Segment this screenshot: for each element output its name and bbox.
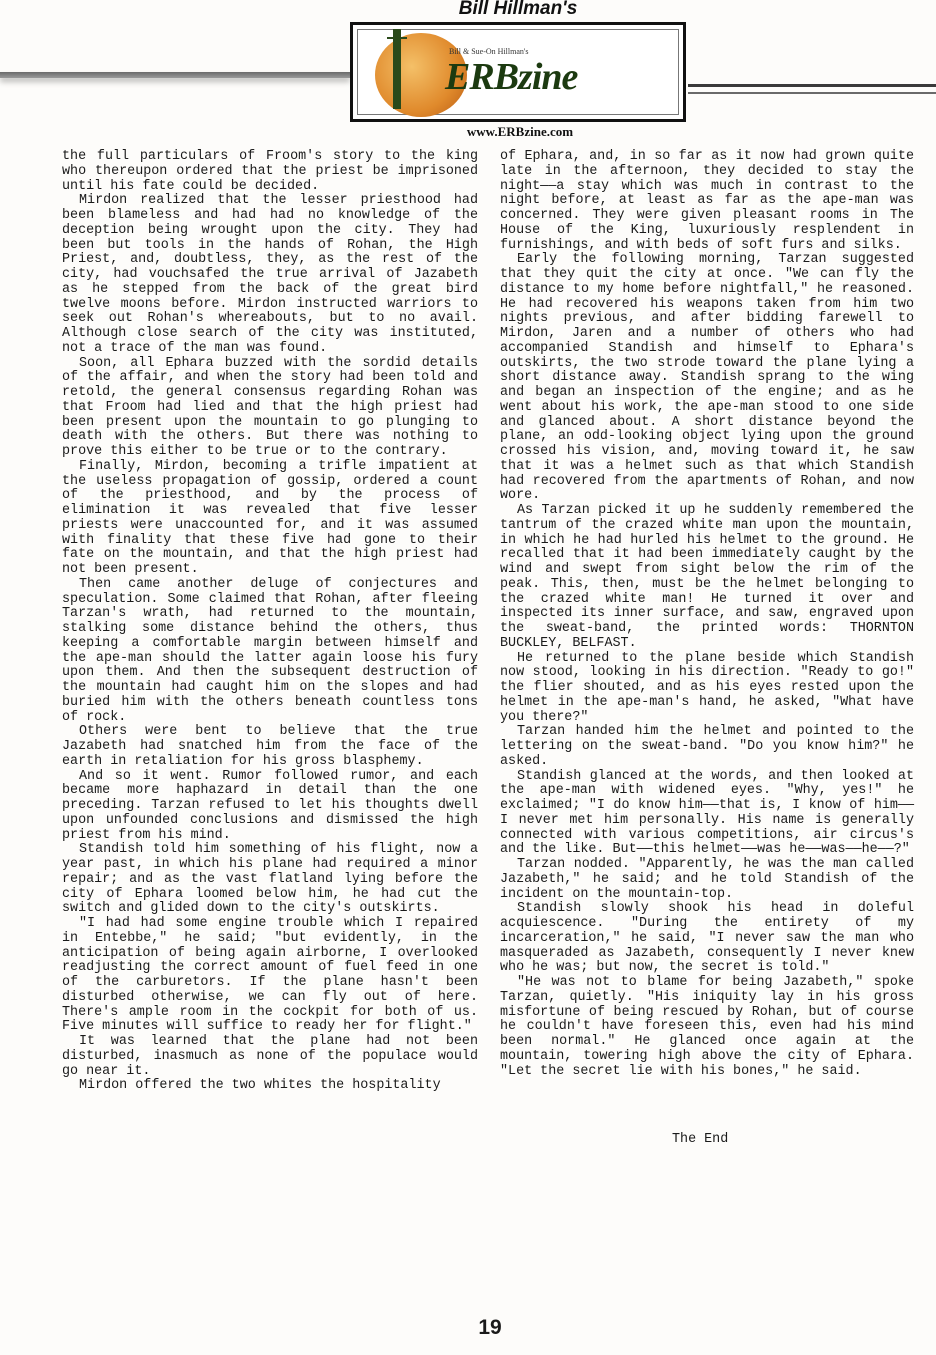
paragraph: Finally, Mirdon, becoming a trifle impatient at the useless propagation of gossip, ordered a count of the priesthood, and by the process of elimination it was revealed that five lesser priests were unaccounted for, and it was assumed with finality that these five had gone to their fate on the mountain, and that the high priest had not been present. (62, 458, 478, 577)
paragraph: As Tarzan picked it up he suddenly remembered the tantrum of the crazed white man upon the mountain, in which he had hurled his helmet to the ground. He recalled that it had been immediately caught by the wind and swept from sight below the rim of the peak. This, then, must be the helmet belonging to the crazed white man! He turned it over and inspected its inner surface, and saw, engraved upon the sweat-band, the printed words: THORNTON BUCKLEY, BELFAST. (500, 503, 914, 651)
the-end-label: The End (672, 1132, 729, 1147)
right-text-column (500, 150, 914, 1079)
site-url-link[interactable]: www.ERBzine.com (466, 124, 574, 139)
paragraph: He returned to the plane beside which Standish now stood, looking in his direction. "Ready to go!" the flier shouted, and as his eyes rested upon the helmet in the ape-man's hand, he asked, "What have you there?" (500, 650, 914, 725)
header-rule-left (0, 72, 350, 78)
paragraph: "I had had some engine trouble which I repaired in Entebbe," he said; "but evidently, in the anticipation of being again airborne, I overlooked readjusting the correct amount of fuel feed in one of the carburetors. If the plane hasn't been disturbed otherwise, we can fly out of here. There's ample room in the cockpit for both of us. Five minutes will suffice to ready her for flight." (62, 916, 478, 1035)
paragraph: "He was not to blame for being Jazabeth," spoke Tarzan, quietly. "His iniquity lay in his gross misfortune of being rescued by Rohan, but of course he couldn't have foreseen this, even had his mind been normal." He glanced once again at the mountain, towering high above the city of Ephara. "Let the secret lie with his bones," he said. (500, 975, 914, 1079)
paragraph: Tarzan nodded. "Apparently, he was the man called Jazabeth," he said; and he told Standish of the incident on the mountain-top. (500, 857, 914, 902)
paragraph: Standish told him something of his flight, now a year past, in which his plane had required a minor repair; and as the vast flatland lying before the city of Ephara loomed below him, he had cut the switch and glided down to the city's outskirts. (62, 842, 478, 917)
header-rule-right-secondary (688, 92, 936, 94)
paragraph: It was learned that the plane had not been disturbed, inasmuch as none of the populace would go near it. (62, 1034, 478, 1079)
paragraph: Mirdon offered the two whites the hospitality (79, 1078, 441, 1094)
paragraph: Tarzan handed him the helmet and pointed to the lettering on the sweat-band. "Do you know him?" he asked. (500, 724, 914, 769)
paragraph: Others were bent to believe that the true Jazabeth had snatched him from the face of the earth in retaliation for his gross blasphemy. (62, 724, 478, 769)
paragraph: of Ephara, and, in so far as it now had grown quite late in the afternoon, they decided to stay the night——a stay which was much in contrast to the night before, at least as far as the ape-man was concerned. They were given pleasant rooms in The House of the King, luxuriously resplendent in furnishings, and with beds of soft furs and silks. (500, 149, 914, 253)
logo-subtitle: Bill & Sue-On Hillman's (449, 47, 529, 56)
site-owner-label: Bill Hillman's (458, 0, 578, 19)
paragraph: Then came another deluge of conjectures and speculation. Some claimed that Rohan, after fleeing Tarzan's wrath, had returned to the mountain, stalking some distance behind the others, thus keeping a comfortable margin between himself and the ape-man should the latter again loose his fury upon them. And then the subsequent destruction of the mountain had caught him on the slopes and had buried him with the others beneath countless tons of rock. (62, 576, 478, 725)
paragraph: Soon, all Ephara buzzed with the sordid details of the affair, and when the story had been told and retold, the general consensus regarding Rohan was that Froom had lied and that the high priest had been present upon the mountain to go plunging to death with the others. But there was nothing to prove this either to be true or to the contrary. (62, 355, 478, 459)
logo-title: ERBzine (445, 56, 578, 98)
header-rule-right (688, 84, 936, 87)
paragraph: Mirdon realized that the lesser priesthood had been blameless and had had no knowledge of the deception being wrought upon the city. They had been but tools in the hands of Rohan, the High Priest, and, doubtless, they, as the rest of the city, had vouchsafed the true arrival of Jazabeth as he stepped from the back of the great bird twelve moons before. Mirdon instructed warriors to seek out Rohan's whereabouts, but to no avail. Although close search of the city was instituted, not a trace of the man was found. (62, 193, 478, 356)
tower-crossbar-icon (387, 37, 407, 39)
erbzine-logo[interactable] (350, 22, 686, 122)
left-text-column (62, 150, 478, 1094)
paragraph: the full particulars of Froom's story to the king who thereupon ordered that the priest be imprisoned until his fate could be decided. (62, 149, 478, 194)
paragraph: Early the following morning, Tarzan suggested that they quit the city at once. "We can fly the distance to my home before nightfall," he reasoned. He had recovered his weapons taken from him two nights previous, and after bidding farewell to Mirdon, Jaren and a number of others who had accompanied Standish and himself to Ephara's outskirts, the two strode toward the plane lying a short distance away. Standish sprang to the wing and began an inspection of the engine; and as he went about his work, the ape-man stood to one side and glanced about. A short distance beyond the plane, an odd-looking object lying upon the ground crossed his vision, and, moving toward it, he saw that it was a helmet such as that which Standish had recovered from the apartments of Rohan, and now wore. (500, 252, 914, 504)
paragraph: Standish slowly shook his head in doleful acquiescence. "During the entirety of my incarceration," he said, "I never saw the man who masqueraded as Jazabeth, consequently I never knew who he was; but now, the secret is told." (500, 901, 914, 976)
page-number: 19 (478, 1316, 502, 1339)
paragraph: Standish glanced at the words, and then looked at the ape-man with widened eyes. "Why, yes!" he exclaimed; "I do know him——that is, I know of him——I never met him personally. His name is generally connected with various competitions, air circus's and the like. But——this helmet——was he——was——he——?" (500, 768, 914, 858)
tower-icon (393, 29, 401, 109)
paragraph: And so it went. Rumor followed rumor, and each became more haphazard in detail than the one preceding. Tarzan refused to let his thoughts dwell upon unfounded conclusions and dismissed the high priest from his mind. (62, 768, 478, 843)
